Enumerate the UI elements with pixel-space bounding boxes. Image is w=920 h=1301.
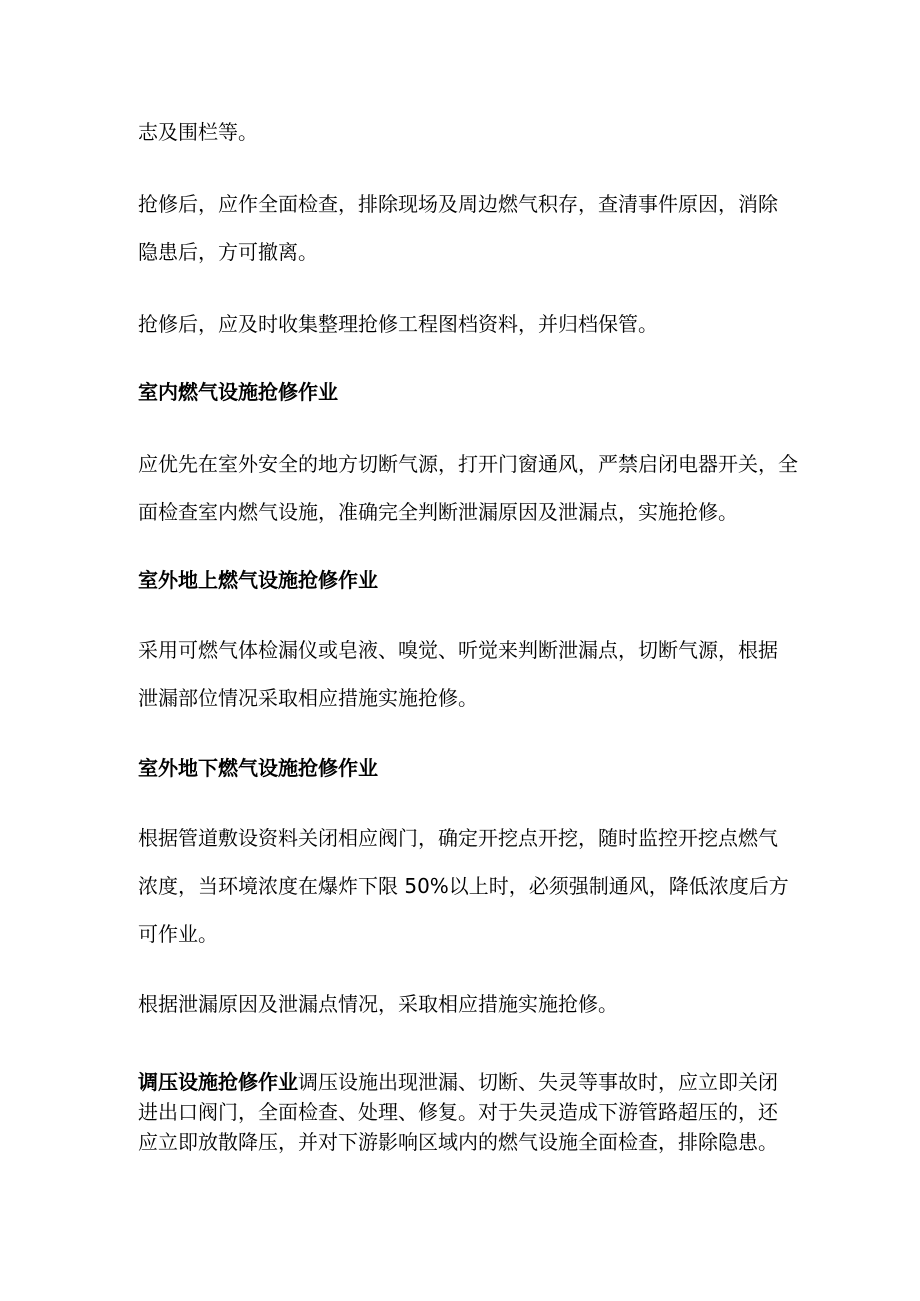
paragraph-line: 根据管道敷设资料关闭相应阀门，确定开挖点开挖，随时监控开挖点燃气 [138,826,778,850]
paragraph-line: 抢修后，应作全面检查，排除现场及周边燃气积存，查清事件原因，消除 [138,192,778,216]
paragraph-line: 泄漏部位情况采取相应措施实施抢修。 [138,686,478,710]
section-heading: 室外地上燃气设施抢修作业 [138,568,378,592]
paragraph-line: 面检查室内燃气设施，准确完全判断泄漏原因及泄漏点，实施抢修。 [138,500,738,524]
section-heading: 室内燃气设施抢修作业 [138,380,338,404]
paragraph-line: 进出口阀门，全面检查、处理、修复。对于失灵造成下游管路超压的，还 [138,1100,778,1124]
paragraph-line: 隐患后，方可撤离。 [138,240,318,264]
paragraph-line: 采用可燃气体检漏仪或皂液、嗅觉、听觉来判断泄漏点，切断气源，根据 [138,638,778,662]
paragraph-line: 应优先在室外安全的地方切断气源，打开门窗通风，严禁启闭电器开关，全 [138,452,798,476]
paragraph-line: 志及围栏等。 [138,120,258,144]
inline-heading: 调压设施抢修作业 [138,1070,298,1094]
inline-text: 调压设施出现泄漏、切断、失灵等事故时，应立即关闭 [298,1070,778,1094]
paragraph-line: 可作业。 [138,922,218,946]
paragraph-line: 应立即放散降压，并对下游影响区域内的燃气设施全面检查，排除隐患。 [138,1130,778,1154]
section-heading: 室外地下燃气设施抢修作业 [138,756,378,780]
paragraph-line-with-inline-heading [138,1069,798,1095]
paragraph-line: 根据泄漏原因及泄漏点情况，采取相应措施实施抢修。 [138,992,618,1016]
paragraph-line: 浓度，当环境浓度在爆炸下限 50%以上时，必须强制通风，降低浓度后方 [138,874,789,898]
paragraph-line: 抢修后，应及时收集整理抢修工程图档资料，并归档保管。 [138,312,658,336]
